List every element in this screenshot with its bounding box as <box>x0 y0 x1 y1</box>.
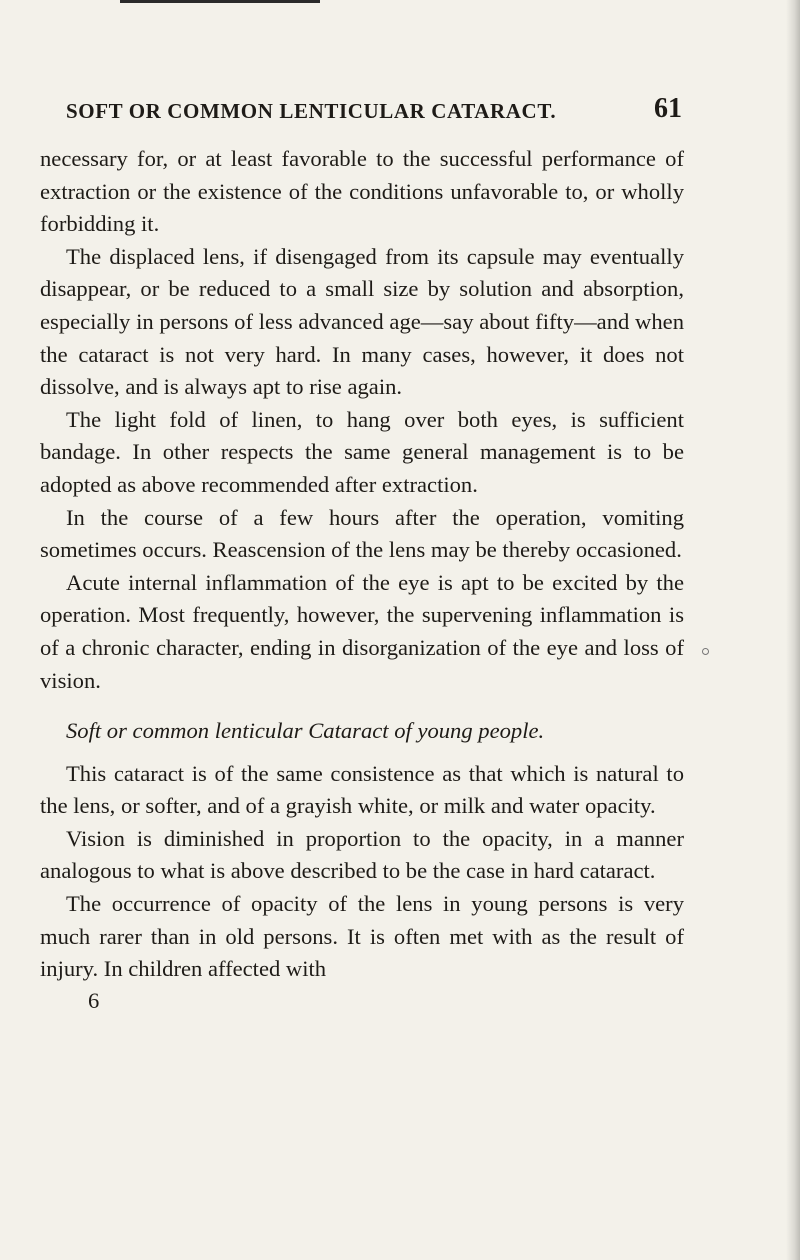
page-number: 61 <box>654 93 682 124</box>
page-header <box>66 93 682 129</box>
paragraph: In the course of a few hours after the operation, vomiting sometimes occurs. Reascension of the lens may be thereby occasioned. <box>40 504 684 563</box>
paragraph: The light fold of linen, to hang over both eyes, is sufficient bandage. In other respects the same general management is to be adopted as above recommended after extraction. <box>40 406 684 497</box>
paragraph: Acute internal inflammation of the eye is apt to be excited by the operation. Most frequently, however, the supervening inflammation is of a chronic character, ending in disorganization of the eye and loss of vision. <box>40 569 684 693</box>
body-text <box>40 143 684 986</box>
paragraph: necessary for, or at least favorable to the successful performance of extraction or the existence of the conditions unfavorable to, or wholly forbidding it. <box>40 146 684 237</box>
top-rule <box>120 0 320 3</box>
margin-dot <box>702 648 709 655</box>
signature-mark: 6 <box>88 988 100 1013</box>
paragraph: This cataract is of the same consistence as that which is natural to the lens, or softer, and of a grayish white, or milk and water opacity. <box>40 760 684 819</box>
section-heading: Soft or common lenticular Cataract of young people. <box>66 718 545 744</box>
page-edge-shadow <box>786 0 800 1260</box>
paragraph: Vision is diminished in proportion to the opacity, in a manner analogous to what is above described to be the case in hard cataract. <box>40 825 684 884</box>
running-head: SOFT OR COMMON LENTICULAR CATARACT. <box>66 99 557 123</box>
paragraph: The occurrence of opacity of the lens in young persons is very much rarer than in old persons. It is often met with as the result of injury. In children affected with <box>40 891 684 982</box>
paragraph: The displaced lens, if disengaged from its capsule may eventually disappear, or be reduced to a small size by solution and absorption, especially in persons of less advanced age—say about fifty—and when the cataract is not very hard. In many cases, however, it does not dissolve, and is always apt to rise again. <box>40 243 684 400</box>
